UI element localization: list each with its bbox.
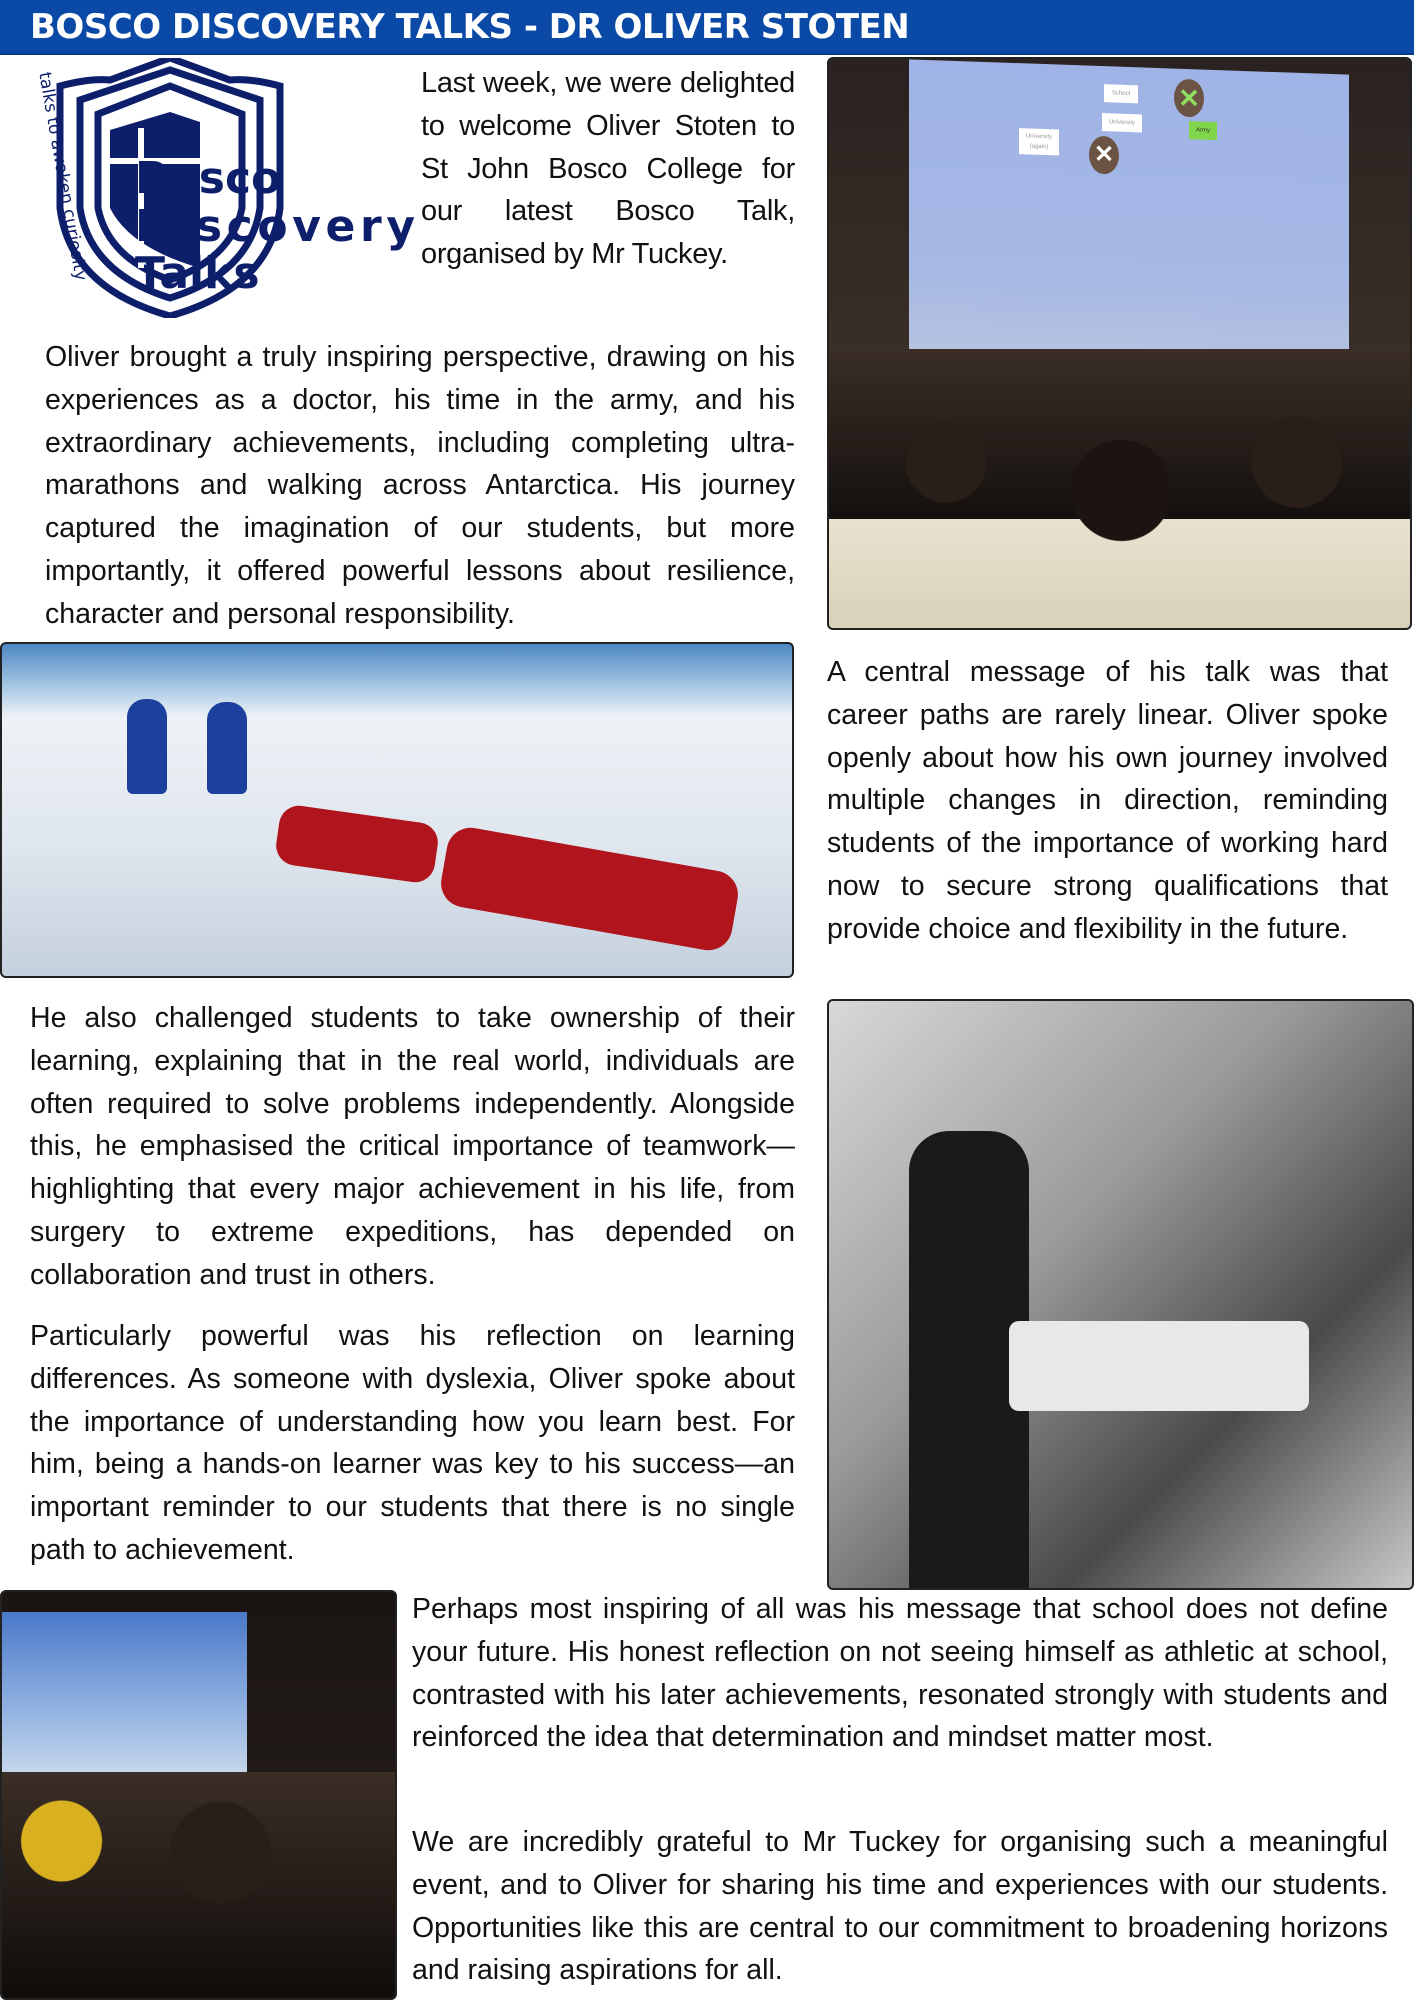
skier [207, 702, 247, 794]
logo-line3: Talks [135, 248, 260, 299]
stretcher [1009, 1321, 1309, 1411]
audience [829, 349, 1412, 630]
paragraph-career-paths: A central message of his talk was that career paths are rarely linear. Oliver spoke openly about how his own journey involved multiple changes in direction, reminding students of the importance of working hard now to secure strong qualifications that provide choice and flexibility in the future. [827, 656, 1388, 945]
paragraph-school-future: Perhaps most inspiring of all was his message that school does not define your future. His honest reflection on not seeing himself as athletic at school, contrasted with his later achievements, resonated strongly with students and reinforced the idea that determination and mindset matter most. [412, 1593, 1388, 1754]
medical-photo [827, 999, 1414, 1590]
paragraph-perspective: Oliver brought a truly inspiring perspective, drawing on his experiences as a doctor, his time in the army, and his extraordinary achievements, including completing ultra-marathons and walking across Antarctica. His journey captured the imagination of our students, but more importantly, it offered powerful lessons about resilience, character and personal responsibility. [45, 341, 795, 630]
sled [274, 803, 441, 885]
projector-screen [909, 59, 1349, 374]
paragraph-gratitude: We are incredibly grateful to Mr Tuckey for organising such a meaningful event, and to Oliver for sharing his time and experiences with our students. Opportunities like this are central to our commitment to broadening horizons and raising aspirations for all. [412, 1826, 1388, 1987]
lecture-photo-slide [827, 57, 1412, 630]
bosco-discovery-talks-logo [30, 58, 420, 318]
cross-icon: ✕ [1089, 136, 1119, 175]
logo-line1: Bosco [135, 153, 282, 204]
logo-tagline: talks to awaken curiosity [34, 70, 91, 283]
slide-box-school: School [1104, 84, 1138, 103]
sled [437, 824, 741, 954]
skier [127, 699, 167, 794]
cross-icon: ✕ [1174, 79, 1204, 118]
slide-box-university: University [1102, 113, 1142, 132]
logo-line2: Discovery [135, 201, 415, 252]
lecture-photo-snow-slide [0, 1590, 397, 2000]
intro-paragraph: Last week, we were delighted to welcome Oliver Stoten to St John Bosco College for our latest Bosco Talk, organised by Mr Tuckey. [421, 67, 795, 271]
page-header [0, 0, 1414, 55]
audience [2, 1772, 397, 2000]
page-title: BOSCO DISCOVERY TALKS - DR OLIVER STOTEN [30, 7, 910, 47]
antarctica-photo [0, 642, 794, 978]
slide-box-army: Army [1189, 121, 1217, 140]
paragraph-learning-differences: Particularly powerful was his reflection on learning differences. As someone with dyslexia, Oliver spoke about the importance of understanding how you learn best. For him, being a hands-on learner was key to his success—an important reminder to our students that there is no single path to achievement. [30, 1320, 795, 1566]
slide-box-university-again: University (again) [1019, 128, 1059, 155]
paragraph-ownership: He also challenged students to take ownership of their learning, explaining that in the real world, individuals are often required to solve problems independently. Alongside this, he emphasised the critical importance of teamwork—highlighting that every major achievement in his life, from surgery to extreme expeditions, has depended on collaboration and trust in others. [30, 1002, 795, 1291]
